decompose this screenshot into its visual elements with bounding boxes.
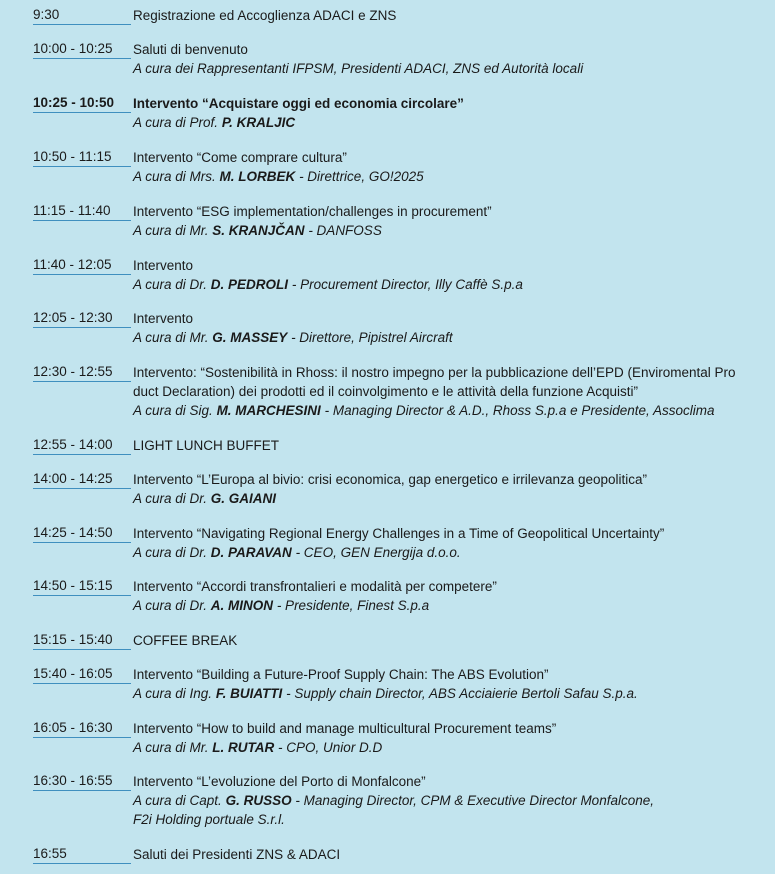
time-slot: 10:50 - 11:15 — [33, 148, 131, 167]
speaker-name: S. KRANJČAN — [212, 223, 305, 238]
item-byline — [133, 684, 769, 703]
speaker-role: - Direttrice, GO!2025 — [299, 169, 424, 184]
item-content — [133, 524, 769, 562]
speaker-name: G. RUSSO — [225, 793, 292, 808]
item-title: Intervento — [133, 258, 194, 273]
time-slot: 16:55 — [33, 845, 131, 864]
item-content — [133, 772, 769, 829]
speaker-name: L. RUTAR — [212, 740, 275, 755]
item-byline — [133, 59, 769, 78]
speaker-role: - DANFOSS — [308, 223, 382, 238]
speaker-name: P. KRALJIC — [221, 115, 296, 130]
speaker-role: - Managing Director & A.D., Rhoss S.p.a e Presidente, Assoclima — [324, 403, 715, 418]
speaker-name: M. MARCHESINI — [216, 403, 321, 418]
time-slot: 14:00 - 14:25 — [33, 470, 131, 489]
item-byline — [133, 596, 769, 615]
speaker-name: G. MASSEY — [212, 330, 288, 345]
item-content — [133, 845, 769, 864]
item-title: Intervento “Acquistare oggi ed economia circolare” — [133, 96, 464, 111]
item-content — [133, 665, 769, 703]
item-title: COFFEE BREAK — [133, 633, 238, 648]
item-title: Intervento “Come comprare cultura” — [133, 150, 347, 165]
item-byline — [133, 113, 769, 132]
time-slot: 16:05 - 16:30 — [33, 719, 131, 738]
item-byline — [133, 489, 769, 508]
item-byline-continued — [133, 810, 769, 829]
speaker-role: - CPO, Unior D.D — [278, 740, 383, 755]
speaker-name: D. PARAVAN — [210, 545, 292, 560]
item-title: Intervento “How to build and manage multicultural Procurement teams” — [133, 721, 557, 736]
speaker-role: - Managing Director, CPM & Executive Director Monfalcone, — [295, 793, 654, 808]
byline-text: A cura di Dr. — [133, 277, 208, 292]
byline-text: A cura di Dr. — [133, 545, 208, 560]
byline-text: A cura di Mr. — [133, 330, 209, 345]
item-content — [133, 148, 769, 186]
item-title-continued: duct Declaration) dei prodotti ed il coinvolgimento e le attività della funzione Acquisti” — [133, 384, 639, 399]
item-content — [133, 631, 769, 650]
speaker-role: - Procurement Director, Illy Caffè S.p.a — [291, 277, 523, 292]
item-content — [133, 363, 769, 420]
time-slot: 12:05 - 12:30 — [33, 309, 131, 328]
item-title: Saluti dei Presidenti ZNS & ADACI — [133, 847, 341, 862]
item-title: LIGHT LUNCH BUFFET — [133, 438, 280, 453]
item-title: Saluti di benvenuto — [133, 42, 248, 57]
time-slot: 12:55 - 14:00 — [33, 436, 131, 455]
time-slot: 11:15 - 11:40 — [33, 202, 131, 221]
time-slot: 12:30 - 12:55 — [33, 363, 131, 382]
item-content — [133, 40, 769, 78]
item-title: Intervento “L’evoluzione del Porto di Monfalcone” — [133, 774, 426, 789]
time-slot: 16:30 - 16:55 — [33, 772, 131, 791]
time-slot: 14:25 - 14:50 — [33, 524, 131, 543]
item-byline — [133, 791, 769, 810]
time-slot: 11:40 - 12:05 — [33, 256, 131, 275]
item-title: Intervento — [133, 311, 194, 326]
time-slot: 10:00 - 10:25 — [33, 40, 131, 59]
time-slot: 10:25 - 10:50 — [33, 94, 131, 113]
speaker-name: F. BUIATTI — [215, 686, 283, 701]
item-title: Intervento “Navigating Regional Energy Challenges in a Time of Geopolitical Uncertainty” — [133, 526, 665, 541]
byline-text: A cura di Mr. — [133, 223, 209, 238]
item-content — [133, 6, 769, 25]
byline-text: A cura di Ing. — [133, 686, 213, 701]
speaker-role: - Direttore, Pipistrel Aircraft — [291, 330, 453, 345]
item-byline — [133, 401, 769, 420]
item-byline — [133, 221, 769, 240]
time-slot: 9:30 — [33, 6, 131, 25]
byline-text: A cura di Sig. — [133, 403, 213, 418]
item-byline — [133, 167, 769, 186]
speaker-name: M. LORBEK — [219, 169, 296, 184]
byline-text: A cura di Dr. — [133, 598, 208, 613]
byline-text: A cura di Mrs. — [133, 169, 216, 184]
item-byline — [133, 328, 769, 347]
item-title: Intervento: “Sostenibilità in Rhoss: il nostro impegno per la pubblicazione dell’EPD (Enviromental Pro — [133, 365, 736, 380]
item-byline — [133, 738, 769, 757]
item-title: Intervento “ESG implementation/challenges in procurement” — [133, 204, 492, 219]
item-content — [133, 470, 769, 508]
byline-text: F2i Holding portuale S.r.l. — [133, 812, 285, 827]
byline-text: A cura di Prof. — [133, 115, 219, 130]
time-slot: 14:50 - 15:15 — [33, 577, 131, 596]
speaker-name: G. GAIANI — [210, 491, 277, 506]
item-title: Intervento “Accordi transfrontalieri e modalità per competere” — [133, 579, 497, 594]
item-byline — [133, 543, 769, 562]
byline-text: A cura di Mr. — [133, 740, 209, 755]
speaker-name: D. PEDROLI — [210, 277, 289, 292]
item-content — [133, 256, 769, 294]
item-title: Intervento “L’Europa al bivio: crisi economica, gap energetico e irrilevanza geopolitica” — [133, 472, 648, 487]
byline-text: A cura di Dr. — [133, 491, 208, 506]
item-content — [133, 436, 769, 455]
item-content — [133, 202, 769, 240]
byline-text: A cura dei Rappresentanti IFPSM, Presidenti ADACI, ZNS ed Autorità locali — [133, 61, 584, 76]
item-content — [133, 309, 769, 347]
item-content — [133, 577, 769, 615]
speaker-role: - CEO, GEN Energija d.o.o. — [295, 545, 461, 560]
item-content — [133, 719, 769, 757]
time-slot: 15:40 - 16:05 — [33, 665, 131, 684]
time-slot: 15:15 - 15:40 — [33, 631, 131, 650]
item-title: Intervento “Building a Future-Proof Supply Chain: The ABS Evolution” — [133, 667, 549, 682]
byline-text: A cura di Capt. — [133, 793, 222, 808]
speaker-name: A. MINON — [210, 598, 274, 613]
speaker-role: - Supply chain Director, ABS Acciaierie Bertoli Safau S.p.a. — [286, 686, 638, 701]
item-content — [133, 94, 769, 132]
speaker-role: - Presidente, Finest S.p.a — [276, 598, 430, 613]
item-title: Registrazione ed Accoglienza ADACI e ZNS — [133, 8, 397, 23]
item-byline — [133, 275, 769, 294]
